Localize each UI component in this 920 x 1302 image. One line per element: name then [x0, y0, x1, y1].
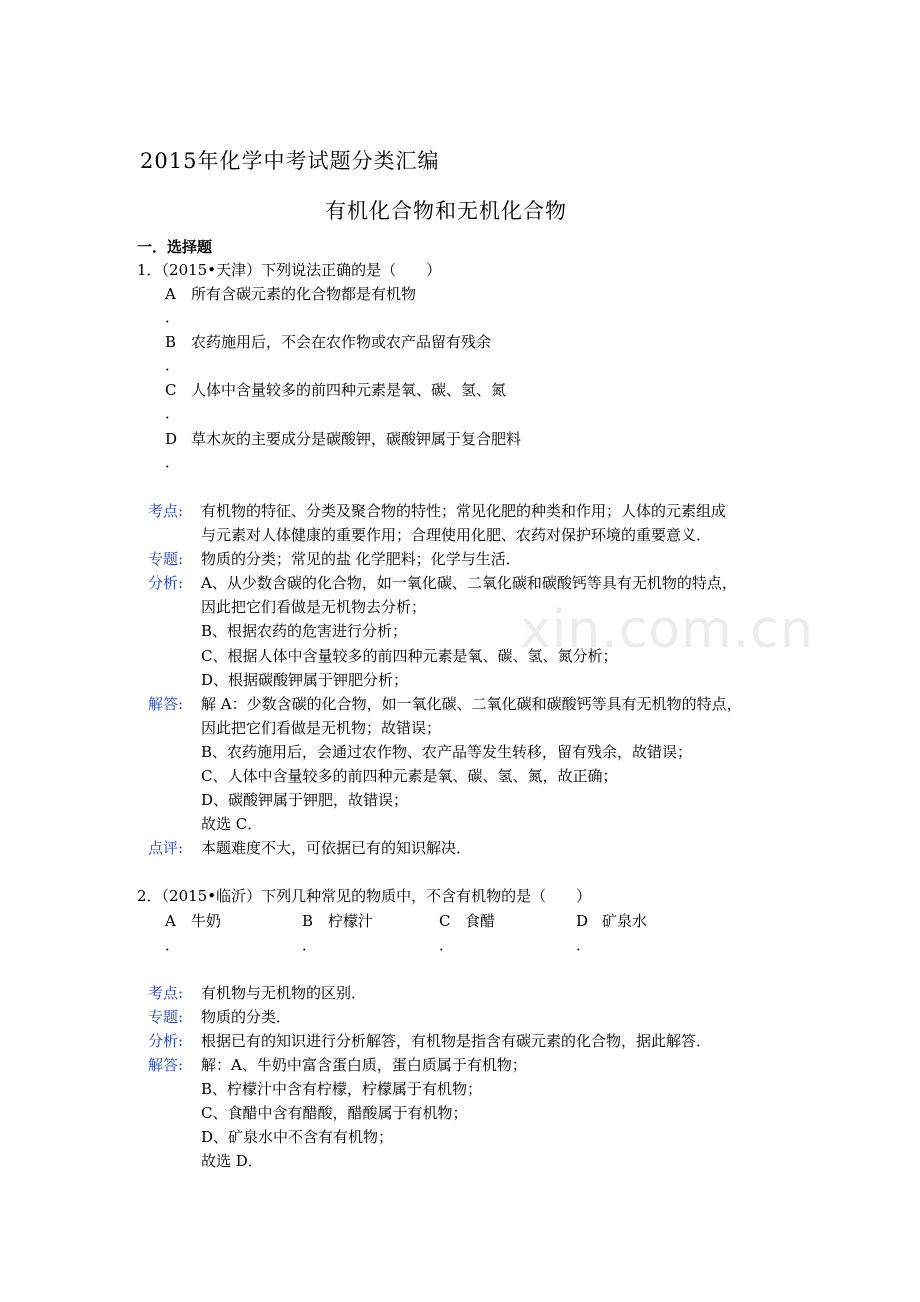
q2-fenxi-label: 分析:	[148, 1032, 184, 1050]
q2-jieda-line-5: 故选 D．	[201, 1152, 263, 1170]
q2-jieda-line-1: 解：A、牛奶中富含蛋白质，蛋白质属于有机物；	[201, 1056, 527, 1074]
q1-fenxi-line-1: A、从少数含碳的化合物，如一氧化碳、二氧化碳和碳酸钙等具有无机物的特点，	[201, 574, 737, 592]
option-dot: ．	[165, 453, 181, 471]
option-dot: ．	[165, 356, 181, 374]
option-dot: ．	[165, 404, 181, 422]
option-text: 所有含碳元素的化合物都是有机物	[191, 285, 417, 303]
q1-kaodian-line-1: 有机物的特征、分类及聚合物的特性；常见化肥的种类和作用；人体的元素组成	[201, 502, 727, 520]
q2-jieda-line-2: B、柠檬汁中含有柠檬，柠檬属于有机物；	[201, 1080, 483, 1098]
document-subtitle: 有机化合物和无机化合物	[325, 199, 567, 223]
option-text: 矿泉水	[602, 912, 648, 930]
q2-zhuanti-text: 物质的分类．	[201, 1008, 292, 1026]
q2-kaodian-label: 考点:	[148, 984, 184, 1002]
option-text: 柠檬汁	[328, 912, 374, 930]
q2-option-b	[302, 910, 373, 931]
q1-zhuanti-label: 专题:	[148, 550, 184, 568]
option-letter: C	[165, 381, 177, 399]
q1-option-d	[165, 428, 521, 449]
q1-fenxi-line-4: C、根据人体中含量较多的前四种元素是氧、碳、氢、氮分析；	[201, 647, 618, 665]
q2-option-a	[165, 910, 221, 931]
q1-dianping-label: 点评:	[148, 839, 184, 857]
q2-kaodian-text: 有机物与无机物的区别．	[201, 984, 367, 1002]
q1-option-a	[165, 283, 416, 304]
section-heading: 一．选择题	[137, 238, 213, 256]
option-dot: ．	[576, 936, 592, 954]
option-text: 牛奶	[191, 912, 222, 930]
option-dot: ．	[302, 936, 318, 954]
q2-jieda-label: 解答:	[148, 1056, 184, 1074]
q1-jieda-line-2: 因此把它们看做是无机物；故错误；	[201, 719, 442, 737]
q1-kaodian-label: 考点:	[148, 502, 184, 520]
q1-jieda-line-6: 故选 C．	[201, 815, 263, 833]
option-letter: D	[576, 912, 589, 930]
q1-option-c	[165, 379, 506, 400]
q1-fenxi-label: 分析:	[148, 574, 184, 592]
q1-fenxi-line-2: 因此把它们看做是无机物去分析；	[201, 598, 427, 616]
document-title: 2015年化学中考试题分类汇编	[140, 149, 440, 173]
option-letter: B	[302, 912, 314, 930]
q2-option-c	[439, 910, 495, 931]
q2-jieda-line-4: D、矿泉水中不含有有机物；	[201, 1128, 394, 1146]
q1-jieda-line-5: D、碳酸钾属于钾肥，故错误；	[201, 791, 409, 809]
option-letter: A	[165, 912, 176, 930]
q1-fenxi-line-3: B、根据农药的危害进行分析；	[201, 622, 408, 640]
q1-dianping-text: 本题难度不大，可依据已有的知识解决．	[201, 839, 472, 857]
option-letter: C	[439, 912, 451, 930]
option-text: 农药施用后，不会在农作物或农产品留有残余	[191, 333, 492, 351]
question-2-stem: 2．（2015•临沂）下列几种常见的物质中，不含有机物的是（ ）	[137, 887, 592, 905]
watermark: xin.com.cn	[520, 600, 814, 660]
q2-option-d	[576, 910, 647, 931]
option-text: 人体中含量较多的前四种元素是氧、碳、氢、氮	[191, 381, 507, 399]
q1-option-b	[165, 331, 491, 352]
q1-fenxi-line-5: D、根据碳酸钾属于钾肥分析；	[201, 671, 409, 689]
q2-jieda-line-3: C、食醋中含有醋酸，醋酸属于有机物；	[201, 1104, 468, 1122]
q1-jieda-line-4: C、人体中含量较多的前四种元素是氧、碳、氢、氮，故正确；	[201, 767, 618, 785]
option-dot: ．	[165, 308, 181, 326]
q2-fenxi-text: 根据已有的知识进行分析解答，有机物是指含有碳元素的化合物，据此解答．	[201, 1032, 712, 1050]
option-dot: ．	[439, 936, 455, 954]
option-text: 草木灰的主要成分是碳酸钾，碳酸钾属于复合肥料	[191, 430, 522, 448]
q1-jieda-label: 解答:	[148, 695, 184, 713]
q1-kaodian-line-2: 与元素对人体健康的重要作用；合理使用化肥、农药对保护环境的重要意义．	[201, 526, 712, 544]
option-letter: B	[165, 333, 177, 351]
q1-jieda-line-1: 解 A：少数含碳的化合物，如一氧化碳、二氧化碳和碳酸钙等具有无机物的特点，	[201, 695, 742, 713]
q1-zhuanti-text: 物质的分类；常见的盐 化学肥料；化学与生活．	[201, 550, 521, 568]
question-1-stem: 1．（2015•天津）下列说法正确的是（ ）	[137, 261, 442, 279]
option-text: 食醋	[465, 912, 496, 930]
q1-jieda-line-3: B、农药施用后，会通过农作物、农产品等发生转移，留有残余，故错误；	[201, 743, 693, 761]
option-letter: A	[165, 285, 176, 303]
q2-zhuanti-label: 专题:	[148, 1008, 184, 1026]
option-letter: D	[165, 430, 178, 448]
option-dot: ．	[165, 936, 181, 954]
